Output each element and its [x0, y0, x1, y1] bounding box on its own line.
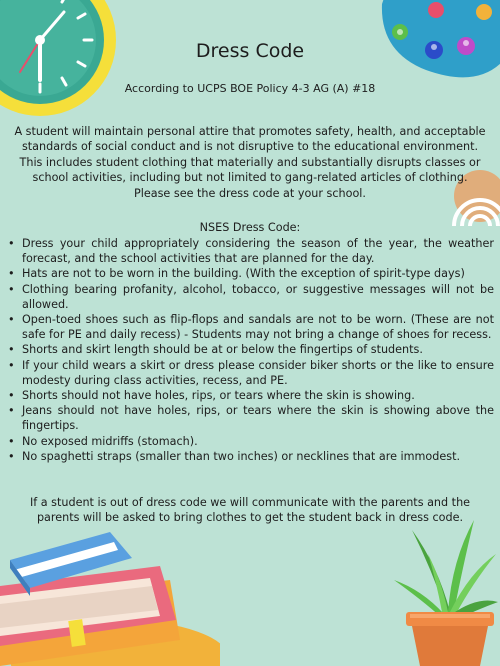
intro-paragraph: A student will maintain personal attire that promotes safety, health, and acceptable standards of social conduct and is not disruptive to the educational environment. This includes student clothing that materially and substantially disrupts classes or school activities, including but not limited to gang-related articles of clothing. Please see the dress code at your school.: [14, 125, 486, 200]
list-item: • Clothing bearing profanity, alcohol, tobacco, or suggestive messages will not be allowed.: [8, 282, 494, 312]
list-item: • Jeans should not have holes, rips, or tears where the skin is showing above the fingertips.: [8, 403, 494, 433]
books-icon: [0, 520, 220, 666]
dress-code-rules-list: [8, 236, 494, 464]
policy-reference: According to UCPS BOE Policy 4-3 AG (A) #18: [124, 82, 376, 95]
closing-paragraph: If a student is out of dress code we will communicate with the parents and the parents will be asked to bring clothes to get the student back in dress code.: [29, 496, 471, 525]
list-item: • Shorts and skirt length should be at or below the fingertips of students.: [8, 342, 494, 357]
potted-plant-icon: [392, 520, 500, 666]
list-item: • If your child wears a skirt or dress please consider biker shorts or the like to ensure modesty during class activities, recess, and PE.: [8, 358, 494, 388]
nses-heading: NSES Dress Code:: [199, 221, 301, 234]
list-item: • Open-toed shoes such as flip-flops and sandals are not to be worn. (These are not safe for PE and daily recess) - Students may not bring a change of shoes for recess.: [8, 312, 494, 342]
list-item: • Hats are not to be worn in the building. (With the exception of spirit-type days): [8, 266, 494, 281]
list-item: • Dress your child appropriately considering the season of the year, the weather forecast, and the school activities that are planned for the day.: [8, 236, 494, 266]
page-title: Dress Code: [195, 40, 305, 62]
list-item: • No spaghetti straps (smaller than two inches) or necklines that are immodest.: [8, 449, 494, 464]
list-item: • Shorts should not have holes, rips, or tears where the skin is showing.: [8, 388, 494, 403]
list-item: • No exposed midriffs (stomach).: [8, 434, 494, 449]
